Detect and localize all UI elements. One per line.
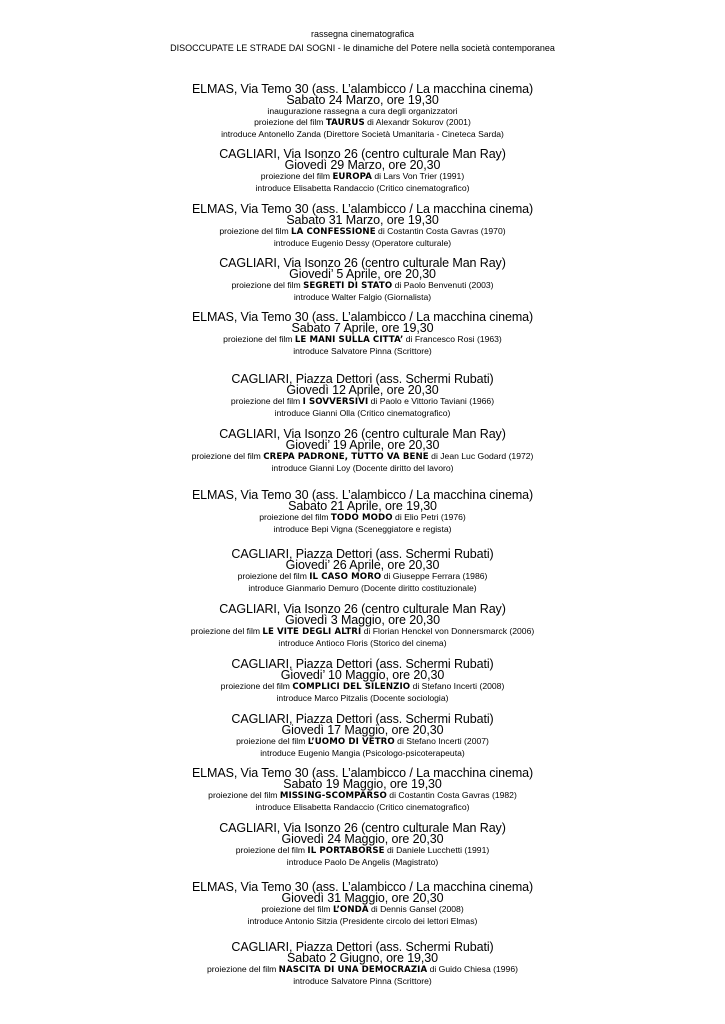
event-film-line xyxy=(0,964,725,976)
event-location: ELMAS, Via Temo 30 (ass. L’alambicco / La macchina cinema) xyxy=(191,202,534,216)
event-location: CAGLIARI, Piazza Dettori (ass. Schermi Rubati) xyxy=(231,712,494,726)
film-prefix: proiezione del film xyxy=(237,571,310,581)
film-prefix: proiezione del film xyxy=(230,396,303,406)
event-location: CAGLIARI, Piazza Dettori (ass. Schermi Rubati) xyxy=(231,940,494,954)
event-film-line xyxy=(0,904,725,916)
film-title: COMPLICI DEL SILENZIO xyxy=(292,682,411,692)
event-location: ELMAS, Via Temo 30 (ass. L’alambicco / La macchina cinema) xyxy=(191,766,534,780)
event-block xyxy=(0,373,725,419)
event-date: Sabato 21 Aprile, ore 19,30 xyxy=(288,499,437,513)
event-introducer: introduce Antonello Zanda (Direttore Società Umanitaria - Cineteca Sarda) xyxy=(221,129,504,139)
event-location: CAGLIARI, Piazza Dettori (ass. Schermi Rubati) xyxy=(231,657,494,671)
film-details: di Daniele Lucchetti (1991) xyxy=(384,845,490,855)
film-details: di Paolo Benvenuti (2003) xyxy=(392,280,494,290)
film-prefix: proiezione del film xyxy=(207,964,279,974)
event-introducer: introduce Gianni Loy (Docente diritto del lavoro) xyxy=(271,463,454,473)
film-prefix: proiezione del film xyxy=(219,226,292,236)
film-title: LE MANI SULLA CITTA’ xyxy=(294,335,404,345)
event-film-line xyxy=(0,681,725,693)
event-block xyxy=(0,83,725,140)
event-location: ELMAS, Via Temo 30 (ass. L’alambicco / La macchina cinema) xyxy=(191,82,534,96)
film-details: di Costantin Costa Gavras (1970) xyxy=(375,226,506,236)
film-title: NASCITA DI UNA DEMOCRAZIA xyxy=(278,965,428,975)
film-details: di Jean Luc Godard (1972) xyxy=(428,451,534,461)
film-title: EUROPA xyxy=(332,172,372,182)
event-film-line xyxy=(0,512,725,524)
event-introducer: introduce Gianmario Demuro (Docente diritto costituzionale) xyxy=(248,583,477,593)
film-prefix: proiezione del film xyxy=(208,790,280,800)
film-details: di Elio Petri (1976) xyxy=(392,512,466,522)
event-introducer: introduce Gianni Olla (Critico cinematografico) xyxy=(274,408,451,418)
film-details: di Giuseppe Ferrara (1986) xyxy=(381,571,488,581)
event-film-line xyxy=(0,571,725,583)
film-prefix: proiezione del film xyxy=(260,171,333,181)
film-details: di Guido Chiesa (1996) xyxy=(427,964,518,974)
film-details: di Lars Von Trier (1991) xyxy=(372,171,465,181)
film-details: di Stefano Incerti (2008) xyxy=(410,681,505,691)
film-details: di Francesco Rosi (1963) xyxy=(403,334,502,344)
event-block xyxy=(0,822,725,868)
event-film-line xyxy=(0,736,725,748)
event-film-line xyxy=(0,845,725,857)
event-location: ELMAS, Via Temo 30 (ass. L’alambicco / La macchina cinema) xyxy=(191,310,534,324)
event-block xyxy=(0,941,725,987)
event-film-line xyxy=(0,790,725,802)
film-prefix: proiezione del film xyxy=(235,845,308,855)
event-introducer: introduce Bepi Vigna (Sceneggiatore e regista) xyxy=(273,524,452,534)
event-introducer: introduce Eugenio Mangia (Psicologo-psicoterapeuta) xyxy=(260,748,465,758)
event-date: Sabato 7 Aprile, ore 19,30 xyxy=(291,321,434,335)
event-date: Giovedì 31 Maggio, ore 20,30 xyxy=(281,891,444,905)
event-date: Giovedì 29 Marzo, ore 20,30 xyxy=(284,158,441,172)
event-date: Giovedi’ 10 Maggio, ore 20,30 xyxy=(280,668,445,682)
film-details: di Stefano Incerti (2007) xyxy=(394,736,489,746)
film-title: L’UOMO DI VETRO xyxy=(307,737,395,747)
event-block xyxy=(0,603,725,649)
event-block xyxy=(0,658,725,704)
film-details: di Paolo e Vittorio Taviani (1966) xyxy=(368,396,495,406)
film-prefix: proiezione del film xyxy=(231,280,304,290)
event-film-line xyxy=(0,117,725,129)
event-introducer: introduce Elisabetta Randaccio (Critico cinematografico) xyxy=(255,802,470,812)
event-film-line xyxy=(0,280,725,292)
film-prefix: proiezione del film xyxy=(254,117,326,127)
film-details: di Alexandr Sokurov (2001) xyxy=(364,117,471,127)
event-date: Sabato 24 Marzo, ore 19,30 xyxy=(286,93,439,107)
event-location: CAGLIARI, Via Isonzo 26 (centro culturale Man Ray) xyxy=(219,427,506,441)
series-label: rassegna cinematografica xyxy=(310,29,415,39)
event-introducer: introduce Elisabetta Randaccio (Critico cinematografico) xyxy=(255,183,470,193)
event-film-line xyxy=(0,334,725,346)
event-film-line xyxy=(0,171,725,183)
event-film-line xyxy=(0,396,725,408)
event-block xyxy=(0,767,725,813)
event-film-line xyxy=(0,226,725,238)
event-date: Giovedi’ 26 Aprile, ore 20,30 xyxy=(285,558,440,572)
film-details: di Dennis Gansel (2008) xyxy=(368,904,464,914)
event-block xyxy=(0,548,725,594)
film-prefix: proiezione del film xyxy=(191,451,264,461)
film-prefix: proiezione del film xyxy=(220,681,293,691)
event-date: Giovedì 12 Aprile, ore 20,30 xyxy=(286,383,439,397)
event-block xyxy=(0,203,725,249)
film-title: SEGRETI DI STATO xyxy=(303,281,393,291)
film-details: di Costantin Costa Gavras (1982) xyxy=(386,790,517,800)
event-date: Sabato 2 Giugno, ore 19,30 xyxy=(287,951,438,965)
event-date: Giovedì 17 Maggio, ore 20,30 xyxy=(281,723,444,737)
event-date: Giovedi’ 19 Aprile, ore 20,30 xyxy=(285,438,440,452)
event-location: CAGLIARI, Piazza Dettori (ass. Schermi Rubati) xyxy=(231,547,494,561)
event-location: CAGLIARI, Via Isonzo 26 (centro culturale Man Ray) xyxy=(219,147,506,161)
event-block xyxy=(0,148,725,194)
event-date: Giovedi’ 5 Aprile, ore 20,30 xyxy=(289,267,436,281)
event-block xyxy=(0,257,725,303)
film-title: L’ONDA xyxy=(332,905,369,915)
event-introducer: introduce Antonio Sitzia (Presidente circolo dei lettori Elmas) xyxy=(247,916,478,926)
event-introducer: introduce Salvatore Pinna (Scrittore) xyxy=(293,346,432,356)
film-title: LE VITE DEGLI ALTRI xyxy=(262,627,362,637)
film-title: IL CASO MORO xyxy=(309,572,382,582)
event-location: ELMAS, Via Temo 30 (ass. L’alambicco / La macchina cinema) xyxy=(191,488,534,502)
event-date: Sabato 31 Marzo, ore 19,30 xyxy=(286,213,439,227)
film-title: I SOVVERSIVI xyxy=(302,397,369,407)
event-date: Giovedì 3 Maggio, ore 20,30 xyxy=(284,613,441,627)
event-block xyxy=(0,311,725,357)
event-introducer: introduce Walter Falgio (Giornalista) xyxy=(293,292,432,302)
event-date: Sabato 19 Maggio, ore 19,30 xyxy=(283,777,442,791)
event-location: ELMAS, Via Temo 30 (ass. L’alambicco / La macchina cinema) xyxy=(191,880,534,894)
event-introducer: introduce Salvatore Pinna (Scrittore) xyxy=(293,976,432,986)
event-location: CAGLIARI, Via Isonzo 26 (centro culturale Man Ray) xyxy=(219,602,506,616)
event-note: inaugurazione rassegna a cura degli organizzatori xyxy=(267,106,458,116)
film-title: TODO MODO xyxy=(330,513,393,523)
film-title: TAURUS xyxy=(325,118,365,128)
event-location: CAGLIARI, Via Isonzo 26 (centro culturale Man Ray) xyxy=(219,821,506,835)
event-location: CAGLIARI, Via Isonzo 26 (centro culturale Man Ray) xyxy=(219,256,506,270)
film-title: LA CONFESSIONE xyxy=(291,227,376,237)
event-block xyxy=(0,489,725,535)
event-introducer: introduce Marco Pitzalis (Docente sociologia) xyxy=(276,693,449,703)
film-title: MISSING-SCOMPARSO xyxy=(279,791,387,801)
film-details: di Florian Henckel von Donnersmarck (2006) xyxy=(361,626,535,636)
event-introducer: introduce Eugenio Dessy (Operatore culturale) xyxy=(273,238,452,248)
film-prefix: proiezione del film xyxy=(236,736,308,746)
event-location: CAGLIARI, Piazza Dettori (ass. Schermi Rubati) xyxy=(231,372,494,386)
film-prefix: proiezione del film xyxy=(261,904,333,914)
film-prefix: proiezione del film xyxy=(190,626,263,636)
event-block xyxy=(0,713,725,759)
film-title: IL PORTABORSE xyxy=(307,846,385,856)
event-film-line xyxy=(0,626,725,638)
event-block xyxy=(0,881,725,927)
film-title: CREPA PADRONE, TUTTO VA BENE xyxy=(263,452,429,462)
event-block xyxy=(0,428,725,474)
event-introducer: introduce Paolo De Angelis (Magistrato) xyxy=(286,857,439,867)
film-prefix: proiezione del film xyxy=(259,512,331,522)
film-prefix: proiezione del film xyxy=(223,334,295,344)
event-introducer: introduce Antioco Floris (Storico del cinema) xyxy=(278,638,447,648)
series-title: DISOCCUPATE LE STRADE DAI SOGNI - le dinamiche del Potere nella società contemporanea xyxy=(170,43,555,53)
event-film-line xyxy=(0,451,725,463)
event-date: Giovedì 24 Maggio, ore 20,30 xyxy=(281,832,444,846)
